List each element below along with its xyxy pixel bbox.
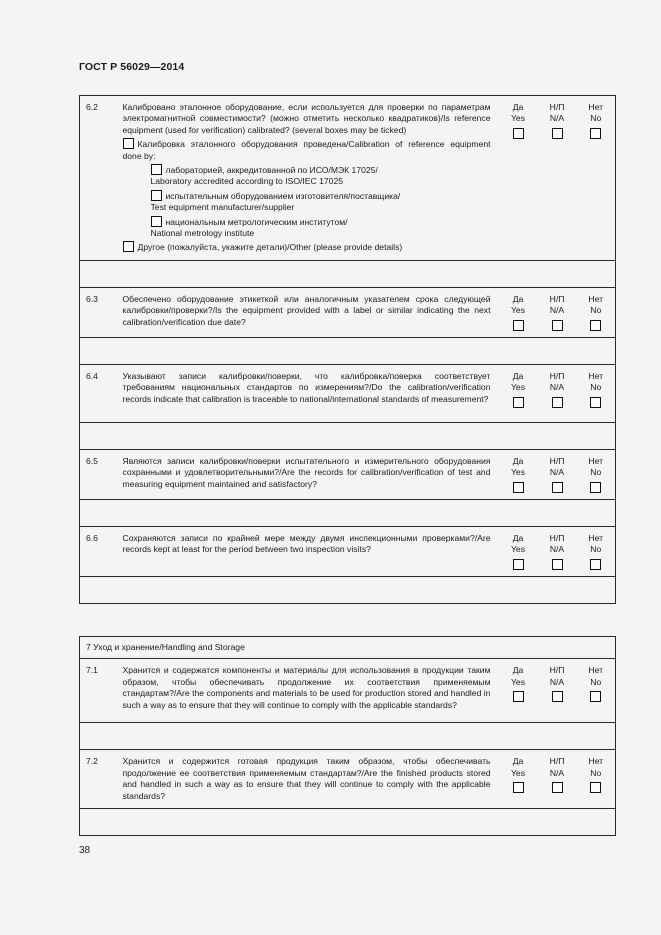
answer-label: Нет bbox=[588, 102, 604, 112]
question-text: Сохраняются записи по крайней мере между двумя инспекционными проверками?/Are records kept at least for the period between two inspection visits? bbox=[114, 526, 499, 576]
answer-label: Yes bbox=[510, 544, 526, 555]
comment-row bbox=[80, 260, 616, 287]
comment-field[interactable] bbox=[80, 499, 616, 526]
yes-checkbox[interactable] bbox=[513, 559, 524, 570]
section-7-heading-row bbox=[80, 637, 616, 659]
comment-field[interactable] bbox=[80, 260, 616, 287]
answer-label: Н/П bbox=[549, 665, 565, 676]
answer-label: No bbox=[590, 382, 602, 393]
yes-checkbox[interactable] bbox=[513, 397, 524, 408]
no-checkbox[interactable] bbox=[590, 320, 601, 331]
answer-label: Нет bbox=[588, 455, 604, 466]
comment-row bbox=[80, 499, 616, 526]
answer-no bbox=[577, 449, 616, 499]
section-7-table bbox=[79, 636, 616, 836]
question-row-6-6 bbox=[80, 526, 616, 576]
no-checkbox[interactable] bbox=[590, 559, 601, 570]
answer-label: Н/П bbox=[549, 532, 565, 543]
answer-yes bbox=[499, 449, 538, 499]
comment-field[interactable] bbox=[80, 422, 616, 449]
answer-yes bbox=[499, 659, 538, 723]
answer-label: Нет bbox=[588, 370, 604, 381]
answer-label: Нет bbox=[588, 665, 604, 676]
comment-row bbox=[80, 422, 616, 449]
question-text: Указывают записи калибровки/поверки, что калибровка/поверка соответствует требованиям национальных стандартов по измерениям?/Do the calibration/verification records indicate that calibration is traceable to national/international standards of measurement? bbox=[114, 364, 499, 422]
question-row-6-4 bbox=[80, 364, 616, 422]
question-text: Являются записи калибровки/поверки испытательного и измерительного оборудования сохранными и удовлетворительными?/Are the records for calibration/verification of test and measuring equipment maintained and satisfactory? bbox=[114, 449, 499, 499]
answer-yes bbox=[499, 287, 538, 337]
answer-label: N/A bbox=[549, 382, 565, 393]
comment-field[interactable] bbox=[80, 809, 616, 836]
question-row-7-1 bbox=[80, 659, 616, 723]
answer-label: Н/П bbox=[549, 370, 565, 381]
yes-checkbox[interactable] bbox=[513, 691, 524, 702]
answer-label: Н/П bbox=[549, 102, 565, 112]
answer-label: N/A bbox=[549, 305, 565, 316]
answer-label: Нет bbox=[588, 532, 604, 543]
question-number: 6.4 bbox=[80, 364, 114, 422]
answer-label: Н/П bbox=[549, 293, 565, 304]
option-manufacturer: испытательным оборудованием изготовителя/поставщика/ Test equipment manufacturer/supplier bbox=[150, 190, 401, 213]
yes-checkbox[interactable] bbox=[513, 482, 524, 493]
section-title: 7 Уход и хранение/Handling and Storage bbox=[80, 637, 616, 659]
answer-na bbox=[538, 750, 577, 809]
comment-row bbox=[80, 723, 616, 750]
answer-yes bbox=[499, 750, 538, 809]
answer-label: Н/П bbox=[549, 455, 565, 466]
na-checkbox[interactable] bbox=[552, 397, 563, 408]
answer-label: Н/П bbox=[549, 756, 565, 767]
no-checkbox[interactable] bbox=[590, 482, 601, 493]
answer-label: No bbox=[590, 767, 602, 778]
question-number: 6.2 bbox=[80, 96, 114, 261]
na-checkbox[interactable] bbox=[552, 482, 563, 493]
comment-row bbox=[80, 576, 616, 603]
na-checkbox[interactable] bbox=[552, 691, 563, 702]
no-checkbox[interactable] bbox=[590, 128, 601, 139]
question-row-6-5 bbox=[80, 449, 616, 499]
answer-label: No bbox=[590, 467, 602, 478]
no-checkbox[interactable] bbox=[590, 782, 601, 793]
question-row-6-3 bbox=[80, 287, 616, 337]
answer-no bbox=[577, 364, 616, 422]
answer-no bbox=[577, 526, 616, 576]
answer-label: Да bbox=[512, 370, 524, 381]
answer-label: No bbox=[590, 544, 602, 555]
answer-no bbox=[577, 287, 616, 337]
answer-yes bbox=[499, 96, 538, 261]
option-accredited-lab: лабораторией, аккредитованной по ИСО/МЭК 17025/ Laboratory accredited according to ISO/IEC 17025 bbox=[150, 165, 378, 187]
answer-label: N/A bbox=[549, 113, 565, 124]
na-checkbox[interactable] bbox=[552, 128, 563, 139]
answer-label: Да bbox=[512, 756, 524, 767]
answer-label: Нет bbox=[588, 756, 604, 767]
answer-na bbox=[538, 526, 577, 576]
question-number: 7.2 bbox=[80, 750, 114, 809]
answer-yes bbox=[499, 526, 538, 576]
answer-label: Нет bbox=[588, 293, 604, 304]
comment-field[interactable] bbox=[80, 723, 616, 750]
answer-label: Yes bbox=[510, 305, 526, 316]
answer-label: Да bbox=[512, 293, 524, 304]
answer-label: N/A bbox=[549, 676, 565, 687]
accredited-lab-checkbox[interactable] bbox=[151, 164, 162, 175]
na-checkbox[interactable] bbox=[552, 320, 563, 331]
question-body: Калибровано эталонное оборудование, если используется для проверки по параметрам электромагнитной совместимости? (можно отметить несколько квадратиков)/Is reference equipment (used for verification) calibrated? (several boxes may be ticked) bbox=[122, 102, 491, 135]
question-number: 6.3 bbox=[80, 287, 114, 337]
answer-label: Yes bbox=[510, 113, 526, 124]
question-text bbox=[114, 96, 499, 261]
answer-na bbox=[538, 287, 577, 337]
na-checkbox[interactable] bbox=[552, 782, 563, 793]
answer-label: Yes bbox=[510, 382, 526, 393]
question-row-7-2 bbox=[80, 750, 616, 809]
manufacturer-checkbox[interactable] bbox=[151, 190, 162, 201]
question-number: 6.5 bbox=[80, 449, 114, 499]
answer-na bbox=[538, 364, 577, 422]
option-metrology-institute: национальным метрологическим институтом/ National metrology institute bbox=[150, 216, 348, 239]
answer-label: N/A bbox=[549, 544, 565, 555]
question-number: 7.1 bbox=[80, 659, 114, 723]
answer-na bbox=[538, 659, 577, 723]
option-calibration-done: Калибровка эталонного оборудования проведена/Calibration of reference equipment done by: bbox=[122, 139, 491, 161]
answer-label: Да bbox=[512, 102, 524, 112]
metrology-institute-checkbox[interactable] bbox=[151, 216, 162, 227]
standard-header: ГОСТ Р 56029—2014 bbox=[79, 61, 185, 73]
na-checkbox[interactable] bbox=[552, 559, 563, 570]
yes-checkbox[interactable] bbox=[513, 128, 524, 139]
other-checkbox[interactable] bbox=[123, 241, 134, 252]
answer-na bbox=[538, 449, 577, 499]
answer-label: No bbox=[590, 676, 602, 687]
answer-na bbox=[538, 96, 577, 261]
question-text: Хранится и содержатся компоненты и материалы для использования в продукции таким образом, чтобы обеспечивать продолжение их соответствия применяемым стандартам?/Are the components and materials to be used for production stored and handled in such a way as to ensure that they will continue to comply with the applicable standards? bbox=[114, 659, 499, 723]
answer-label: Yes bbox=[510, 767, 526, 778]
yes-checkbox[interactable] bbox=[513, 782, 524, 793]
comment-field[interactable] bbox=[80, 337, 616, 364]
no-checkbox[interactable] bbox=[590, 397, 601, 408]
no-checkbox[interactable] bbox=[590, 691, 601, 702]
comment-row bbox=[80, 809, 616, 836]
answer-label: No bbox=[590, 113, 602, 124]
answer-label: N/A bbox=[549, 767, 565, 778]
answer-label: Да bbox=[512, 455, 524, 466]
yes-checkbox[interactable] bbox=[513, 320, 524, 331]
answer-label: N/A bbox=[549, 467, 565, 478]
section-6-table bbox=[79, 95, 616, 604]
answer-no bbox=[577, 659, 616, 723]
answer-no bbox=[577, 750, 616, 809]
answer-label: Yes bbox=[510, 467, 526, 478]
question-number: 6.6 bbox=[80, 526, 114, 576]
answer-no bbox=[577, 96, 616, 261]
comment-row bbox=[80, 337, 616, 364]
answer-yes bbox=[499, 364, 538, 422]
answer-label: Да bbox=[512, 532, 524, 543]
option-other: Другое (пожалуйста, укажите детали)/Other (please provide details) bbox=[123, 241, 491, 253]
question-row-6-2 bbox=[80, 96, 616, 261]
calibration-done-checkbox[interactable] bbox=[123, 138, 134, 149]
comment-field[interactable] bbox=[80, 576, 616, 603]
page-number: 38 bbox=[79, 845, 91, 856]
answer-label: Да bbox=[512, 665, 524, 676]
question-text: Хранится и содержится готовая продукция таким образом, чтобы обеспечивать продолжение ее соответствия применяемым стандартам?/Are the finished products stored and handled in such a way as to ensure that they will continue to comply with the applicable standards? bbox=[114, 750, 499, 809]
answer-label: No bbox=[590, 305, 602, 316]
answer-label: Yes bbox=[510, 676, 526, 687]
question-text: Обеспечено оборудование этикеткой или аналогичным указателем срока следующей калибровки/проверки?/Is the equipment provided with a label or similar indicating the next calibration/verification due date? bbox=[114, 287, 499, 337]
